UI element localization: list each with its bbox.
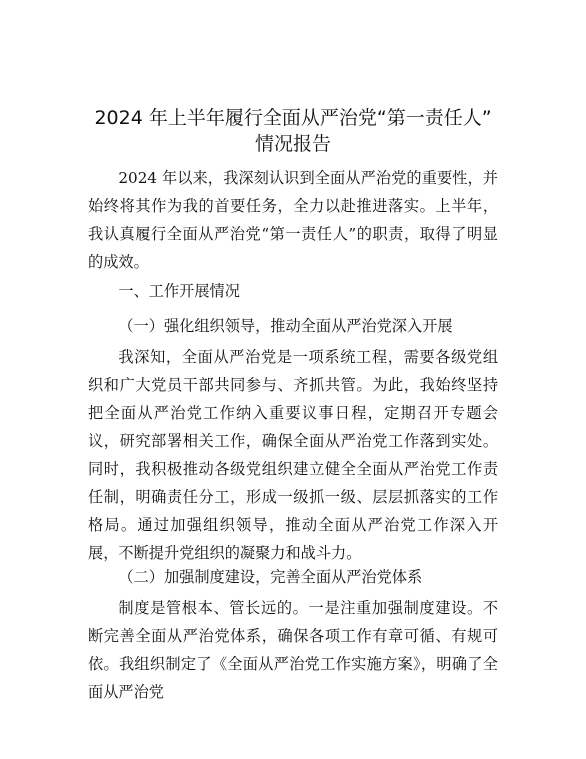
subsection-2-body: 制度是管根本、管长远的。一是注重加强制度建设。不断完善全面从严治党体系，确保各项工作有章可循、有规可依。我组织制定了《全面从严治党工作实施方案》，明确了全面从严治党 [88,599,498,701]
subsection-1-body: 我深知，全面从严治党是一项系统工程，需要各级党组织和广大党员干部共同参与、齐抓共管。为此，我始终坚持把全面从严治党工作纳入重要议事日程，定期召开专题会议，研究部署相关工作，确保全面从严治党工作落到实处。同时，我积极推动各级党组织建立健全全面从严治党工作责任制，明确责任分工，形成一级抓一级、层层抓落实的工作格局。通过加强组织领导，推动全面从严治党工作深入开展，不断提升党组织的凝聚力和战斗力。 [88,348,498,562]
subsection-heading-2: （二）加强制度建设，完善全面从严治党体系 [118,568,423,586]
document-title-line-1: 2024 年上半年履行全面从严治党“第一责任人” [94,107,492,129]
section-heading-work: 一、工作开展情况 [118,282,240,300]
intro-paragraph: 2024 年以来，我深刻认识到全面从严治党的重要性，并始终将其作为我的首要任务，全力以赴推进落实。上半年，我认真履行全面从严治党“第一责任人”的职责，取得了明显的成效。 [88,169,498,271]
document-title-line-2: 情况报告 [254,133,331,155]
subsection-heading-1: （一）强化组织领导，推动全面从严治党深入开展 [118,317,453,335]
